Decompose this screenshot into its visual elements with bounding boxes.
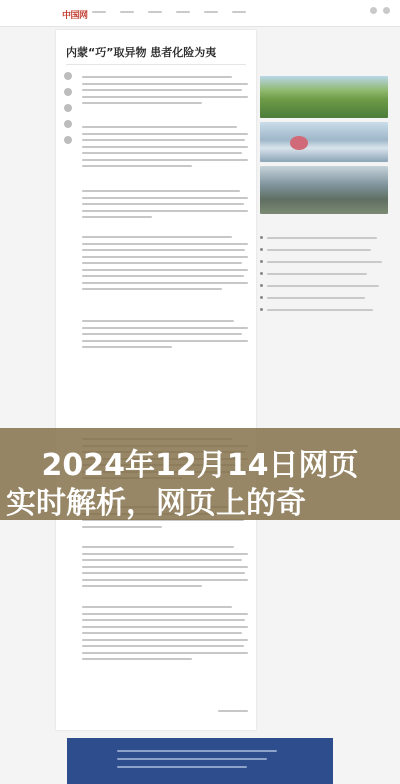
nav-link[interactable] (92, 11, 106, 13)
share-icon[interactable] (64, 72, 72, 80)
list-item[interactable] (260, 272, 388, 275)
article-paragraph (82, 236, 250, 295)
article-paragraph (82, 606, 250, 665)
article-footnote (82, 710, 250, 717)
nav-link[interactable] (176, 11, 190, 13)
list-item[interactable] (260, 296, 388, 299)
footer-text (117, 766, 247, 768)
footer-links[interactable] (117, 750, 277, 752)
article-title: 内蒙“巧”取异物 患者化险为夷 (66, 46, 217, 59)
footer-text (117, 758, 267, 760)
share-icon[interactable] (64, 120, 72, 128)
article-paragraph (82, 190, 250, 223)
nav-link[interactable] (232, 11, 246, 13)
article-paragraph (82, 320, 250, 353)
menu-icon[interactable] (383, 7, 390, 14)
nav-link[interactable] (120, 11, 134, 13)
article-divider (66, 64, 246, 65)
article-paragraph (82, 126, 250, 172)
page-footer (67, 738, 333, 784)
sidebar-photo-flower[interactable] (260, 122, 388, 162)
list-item[interactable] (260, 260, 388, 263)
sidebar-photo-landscape[interactable] (260, 76, 388, 118)
top-navigation-bar (0, 0, 400, 27)
article-card (56, 30, 256, 730)
share-toolbar (64, 72, 72, 144)
nav-link[interactable] (204, 11, 218, 13)
list-item[interactable] (260, 236, 388, 239)
flower-image (290, 136, 308, 150)
banner-headline-line2: 实时解析，网页上的奇 (6, 486, 306, 521)
list-item[interactable] (260, 284, 388, 287)
share-icon[interactable] (64, 104, 72, 112)
sidebar (260, 30, 392, 410)
nav-links (92, 9, 246, 13)
banner-headline-line1: 2024年12月14日网页 (41, 448, 359, 483)
article-paragraph (82, 76, 250, 109)
user-icon[interactable] (370, 7, 377, 14)
article-paragraph (82, 546, 250, 592)
sidebar-news-list (260, 236, 388, 320)
sidebar-photo-city[interactable] (260, 166, 388, 214)
nav-link[interactable] (148, 11, 162, 13)
share-icon[interactable] (64, 88, 72, 96)
share-icon[interactable] (64, 136, 72, 144)
site-logo[interactable]: 中国网 (62, 11, 88, 21)
nav-icons (370, 7, 390, 14)
list-item[interactable] (260, 308, 388, 311)
list-item[interactable] (260, 248, 388, 251)
